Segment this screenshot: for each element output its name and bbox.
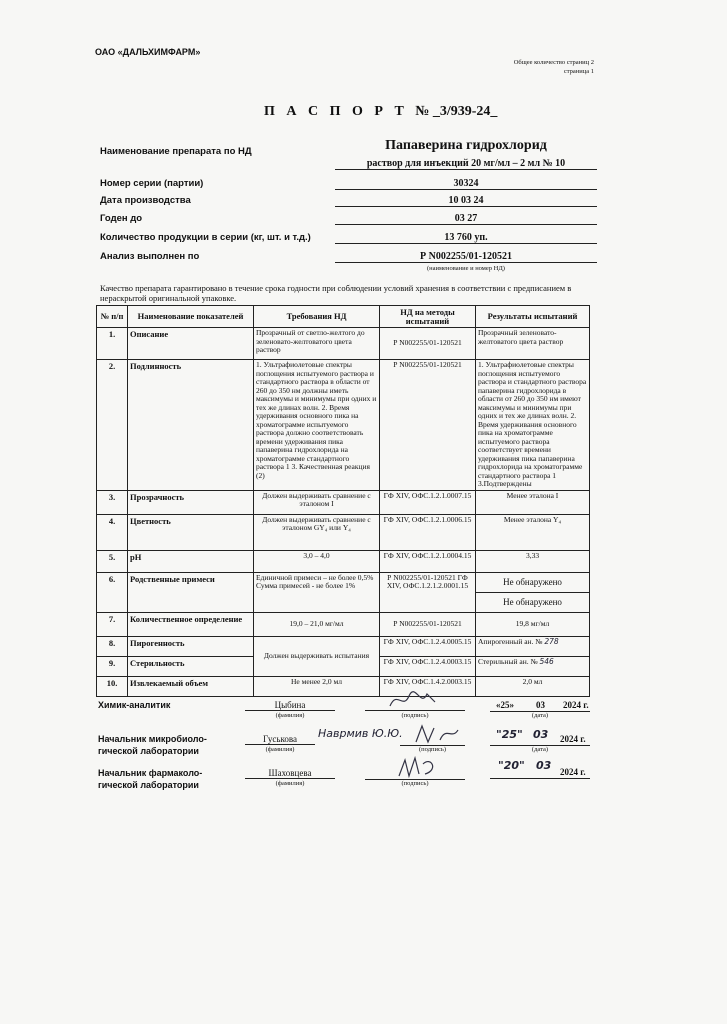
- row-name: Прозрачность: [128, 490, 254, 514]
- row-name: Стерильность: [128, 656, 254, 676]
- drug-name: Папаверина гидрохлорид: [385, 138, 547, 153]
- analysis-label: Анализ выполнен по: [100, 251, 200, 262]
- date-hint: (дата): [531, 746, 549, 753]
- name-hint: (фамилия): [275, 712, 305, 719]
- microbiology-label: [98, 733, 207, 757]
- handwritten-name: Наврмив Ю.Ю.: [318, 727, 403, 740]
- row-requirement: 19,0 – 21,0 мг/мл: [254, 612, 380, 636]
- date-month: 03: [536, 700, 545, 710]
- row-requirement: Должен выдерживать сравнение с эталоном GY₄ или Y₄: [254, 514, 380, 550]
- row-result: Прозрачный зеленовато-желтоватого цвета раствор: [476, 328, 590, 360]
- row-name: Подлинность: [128, 360, 254, 491]
- row-name: Количественное определение: [128, 612, 254, 636]
- signature-hint: (подпись): [401, 712, 429, 719]
- row-result: Менее эталона Y₄: [476, 514, 590, 550]
- row-name: Родственные примеси: [128, 572, 254, 612]
- row-result: 3,33: [476, 550, 590, 572]
- drug-form: раствор для инъекций 20 мг/мл – 2 мл № 10: [335, 158, 597, 170]
- table-row: [97, 550, 590, 572]
- expiry-value: 03 27: [335, 213, 597, 225]
- quality-statement: Качество препарата гарантировано в течение срока годности при соблюдении условий хранения в соответствии с предписанием в нераскрытой оригинальной упаковке.: [100, 283, 572, 303]
- result-total-impurities: Не обнаружено: [503, 596, 562, 607]
- row-name: Извлекаемый объем: [128, 676, 254, 696]
- date-year: 2024 г.: [560, 734, 586, 744]
- date-day: «25»: [496, 700, 514, 710]
- table-header-row: [97, 306, 590, 328]
- pharmacology-label: [98, 767, 202, 791]
- row-num: 6.: [97, 572, 128, 612]
- signature-mark: [395, 754, 445, 780]
- header-results: Результаты испытаний: [476, 306, 590, 328]
- row-num: 1.: [97, 328, 128, 360]
- date-month: 03: [533, 728, 549, 741]
- table-row: [97, 514, 590, 550]
- table-row: [97, 328, 590, 360]
- results-table: [96, 305, 590, 697]
- passport-number: № _3/939-24_: [415, 104, 498, 119]
- page-number: страница 1: [563, 68, 594, 75]
- table-row: [97, 676, 590, 696]
- row-result: [476, 656, 590, 676]
- date-year: 2024 г.: [560, 767, 586, 777]
- row-requirement: Не менее 2,0 мл: [254, 676, 380, 696]
- row-method: ГФ XIV, ОФС.1.2.1.0006.15: [380, 514, 476, 550]
- expiry-label: Годен до: [100, 213, 143, 224]
- date-line: [490, 778, 590, 779]
- analysis-value: Р N002255/01-120521: [335, 251, 597, 263]
- row-method: Р N002255/01-120521: [380, 612, 476, 636]
- quantity-value: 13 760 уп.: [335, 232, 597, 244]
- row-name: Пирогенность: [128, 636, 254, 656]
- row-requirement: Должен выдерживать сравнение с эталоном I: [254, 490, 380, 514]
- date-hint: (дата): [531, 712, 549, 719]
- row-method: ГФ XIV, ОФС.1.2.1.0004.15: [380, 550, 476, 572]
- row-num: 2.: [97, 360, 128, 491]
- company-name: ОАО «ДАЛЬХИМФАРМ»: [95, 47, 201, 57]
- row-result: Менее эталона I: [476, 490, 590, 514]
- total-pages: Общее количество страниц 2: [513, 59, 594, 66]
- header-requirements: Требования НД: [254, 306, 380, 328]
- table-row: [97, 360, 590, 491]
- row-method: Р N002255/01-120521 ГФ XIV, ОФС.1.2.1.2.0001.15: [380, 572, 476, 612]
- row-requirement: 3,0 – 4,0: [254, 550, 380, 572]
- handwritten-analysis-number: 278: [544, 636, 559, 646]
- name-hint: (фамилия): [275, 780, 305, 787]
- date-year: 2024 г.: [563, 700, 589, 710]
- signature-hint: (подпись): [401, 780, 429, 787]
- microbiology-name: Гуськова: [245, 734, 315, 745]
- result-text: Стерильный ан. №: [478, 656, 538, 666]
- table-row: [97, 572, 590, 612]
- table-row: [97, 612, 590, 636]
- label-line-1: Начальник микробиоло-: [98, 734, 207, 744]
- signature-mark: [385, 688, 445, 712]
- header-methods: НД на методы испытаний: [380, 306, 476, 328]
- row-result: 2,0 мл: [476, 676, 590, 696]
- row-num: 5.: [97, 550, 128, 572]
- quantity-label: Количество продукции в серии (кг, шт. и т.д.): [100, 232, 311, 243]
- row-num: 9.: [97, 656, 128, 676]
- name-hint: (фамилия): [265, 746, 295, 753]
- row-name: pH: [128, 550, 254, 572]
- table-row: [97, 490, 590, 514]
- row-method: ГФ XIV, ОФС.1.2.4.0003.15: [380, 656, 476, 676]
- row-requirement: Должен выдерживать испытания: [254, 636, 380, 676]
- signature-hint: (подпись): [419, 746, 446, 753]
- row-requirement: Прозрачный от светло-желтого до зеленовато-желтоватого цвета раствор: [254, 328, 380, 360]
- row-requirement: Единичной примеси – не более 0,5% Сумма примесей - не более 1%: [254, 572, 380, 612]
- row-name: Цветность: [128, 514, 254, 550]
- header-name: Наименование показателей: [128, 306, 254, 328]
- row-num: 3.: [97, 490, 128, 514]
- row-method: ГФ XIV, ОФС.1.2.1.0007.15: [380, 490, 476, 514]
- row-method: ГФ XIV, ОФС.1.4.2.0003.15: [380, 676, 476, 696]
- result-text: Апирогенный ан. №: [478, 636, 543, 646]
- row-method: Р N002255/01-120521: [380, 360, 476, 491]
- passport-word: П А С П О Р Т: [264, 104, 408, 119]
- passport-title: [264, 104, 497, 120]
- signature-mark: [412, 722, 462, 746]
- pharmacology-name: Шаховцева: [245, 768, 335, 779]
- series-label: Номер серии (партии): [100, 178, 204, 189]
- table-row: [97, 636, 590, 656]
- chemist-label: Химик-аналитик: [98, 700, 171, 710]
- chemist-name: Цыбина: [245, 700, 335, 711]
- production-date-value: 10 03 24: [335, 195, 597, 207]
- label-line-1: Начальник фармаколо-: [98, 768, 203, 778]
- result-single-impurity: Не обнаружено: [476, 573, 589, 593]
- row-method: ГФ XIV, ОФС.1.2.4.0005.15: [380, 636, 476, 656]
- row-num: 7.: [97, 612, 128, 636]
- date-day: "20": [498, 759, 525, 772]
- row-result: 1. Ультрафиолетовые спектры поглощения испытуемого раствора и стандартного раствора папаверина гидрохлорида в области от 260 до 350 нм имеют максимумы и минимумы при одних и тех же длинах волн. 2. Время удерживания основного пика на хроматограмме испытуемого раствора соответствует времени удерживания пика папаверина гидрохлорида на хроматограмме стандартного раствора 1 3.Подтверждены: [476, 360, 590, 491]
- row-num: 8.: [97, 636, 128, 656]
- row-name: Описание: [128, 328, 254, 360]
- row-num: 10.: [97, 676, 128, 696]
- row-result: 19,8 мг/мл: [476, 612, 590, 636]
- row-result: [476, 636, 590, 656]
- production-date-label: Дата производства: [100, 195, 191, 206]
- label-line-2: гической лаборатории: [98, 780, 199, 790]
- date-month: 03: [536, 759, 552, 772]
- row-requirement: 1. Ультрафиолетовые спектры поглощения испытуемого раствора и стандартного раствора в области от 260 до 350 нм должны иметь максимумы и минимумы при одних и тех же длинах волн. 2. Время удерживания основного пика на хроматограмме испытуемого раствора должно соответствовать времени удерживания пика папаверина гидрохлорида на хроматограмме стандартного раствора 1 3. Качественная реакция (2): [254, 360, 380, 491]
- analysis-hint: (наименование и номер НД): [427, 265, 505, 272]
- row-method: Р N002255/01-120521: [380, 328, 476, 360]
- handwritten-analysis-number: 546: [539, 656, 554, 666]
- row-result: [476, 572, 590, 612]
- row-num: 4.: [97, 514, 128, 550]
- page-info: [514, 58, 594, 76]
- date-day: "25": [496, 728, 523, 741]
- series-value: 30324: [335, 178, 597, 190]
- label-line-2: гической лаборатории: [98, 746, 199, 756]
- name-label: Наименование препарата по НД: [100, 146, 252, 157]
- header-num: № п/п: [97, 306, 128, 328]
